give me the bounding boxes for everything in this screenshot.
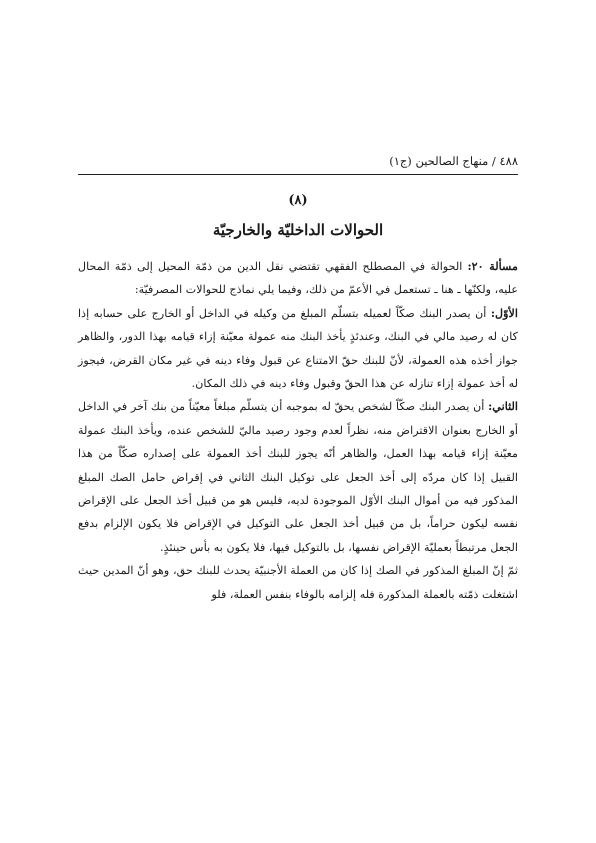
paragraph-lead: الثاني: xyxy=(488,399,518,414)
paragraph-text: ثمّ إنّ المبلغ المذكور في الصك إذا كان من العملة الأجنبيّة يحدث للبنك حق، وهو أنّ المدين حيث اشتغلت ذمّته بالعملة المذكورة فله إلزامه بالوفاء بنفس العملة، فلو xyxy=(78,564,518,601)
paragraph-text: أن يصدر البنك صكّاً لعميله بتسلّم المبلغ من وكيله في الداخل أو الخارج على حسابه إذا كان له رصيد مالي في البنك، وعندئذٍ يأخذ البنك منه عمولة معيّنة إزاء قيامه بهذا الدور، والظاهر جواز أخذه هذه العمولة، لأنّ للبنك حقّ الامتناع عن قبول وفاء دينه في غير مكان القرض، فيجوز له أخذ عمولة إزاء تنازله عن هذا الحقّ وقبول وفاء دينه في ذلك المكان. xyxy=(78,306,518,391)
paragraph-text: أن يصدر البنك صكّاً لشخص يحقّ له بموجبه أن يتسلّم مبلغاً معيّناً من بنك آخر في الداخل أو الخارج بعنوان الاقتراض منه، نظراً لعدم وجود رصيد ماليّ للشخص عنده، ويأخذ البنك عمولة معيّنة إزاء قيامه بهذا العمل، والظاهر أنّه يجوز للبنك أخذ العمولة على إصداره صكّاً من هذا القبيل إذا كان مردّه إلى أخذ الجعل على توكيل البنك الثاني في إقراض حامل الصك المبلغ المذكور فيه من أموال البنك الأوّل الموجودة لديه، فليس هو من قبيل أخذ الجعل على الإقراض نفسه ليكون حراماً، بل من قبيل أخذ الجعل على التوكيل في الإقراض فلا يكون الإلزام بدفع الجعل مرتبطاً بعمليّة الإقراض نفسها، بل بالتوكيل فيها، فلا يكون به بأس حينئذٍ. xyxy=(78,400,518,554)
paragraph-lead: مسألة ٢٠: xyxy=(467,259,518,273)
paragraph-lead: الأوّل: xyxy=(490,305,518,320)
paragraph-text: الحوالة في المصطلح الفقهي تقتضي نقل الدين من ذمّة المحيل إلى ذمّة المحال عليه، ولكنّها ـ هنا ـ تستعمل في الأعمّ من ذلك، وفيما يلي نماذج للحوالات المصرفيّة: xyxy=(78,260,518,297)
body-text xyxy=(78,255,518,606)
paragraph-continuation xyxy=(78,559,518,606)
paragraph-first xyxy=(78,302,518,396)
chapter-number: (٨) xyxy=(288,193,308,208)
header-rule xyxy=(78,174,518,175)
paragraph-issue-20 xyxy=(78,255,518,302)
running-header: ٤٨٨ / منهاج الصالحين (ج١) xyxy=(389,154,518,168)
chapter-title: الحوالات الداخليّة والخارجيّة xyxy=(212,221,384,239)
paragraph-second xyxy=(78,395,518,559)
